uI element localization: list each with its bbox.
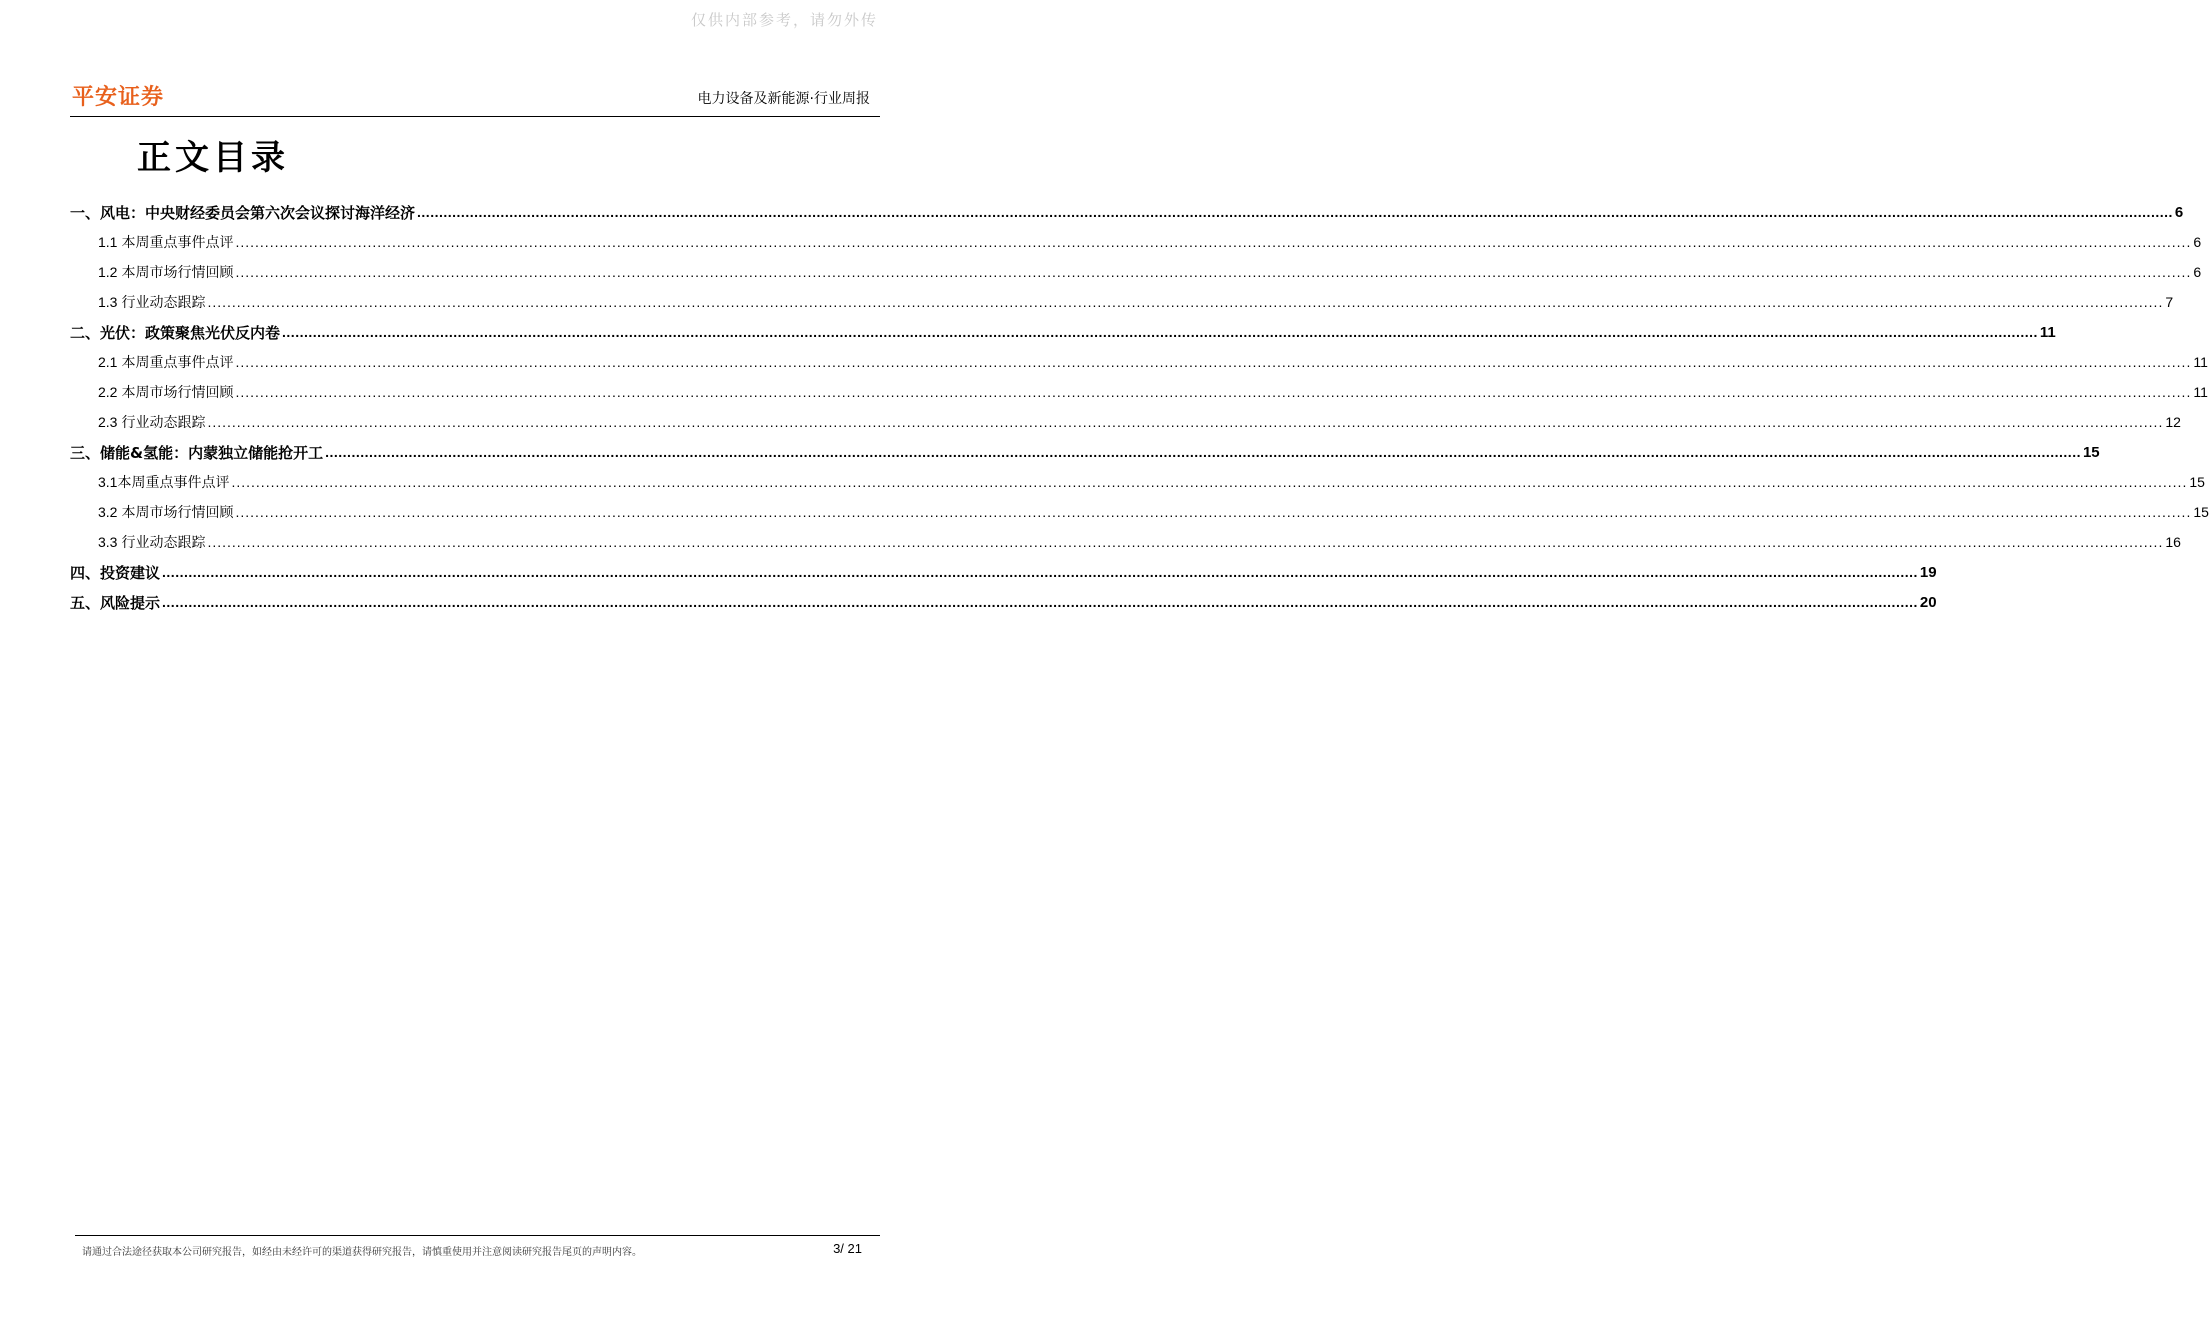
toc-entry-title: 本周市场行情回顾 [121,505,234,521]
toc-leader-dots: ................................................................................................................................................................................................................................................................................................................................................................................................................ [235,264,2192,280]
toc-entry-page: 15 [2189,474,2205,490]
toc-leader-dots: ................................................................................................................................................................................................................................................................................................................................................................................................................ [207,414,2164,430]
toc-chapter-entry[interactable] [70,557,1937,587]
toc-section-entry[interactable] [70,227,2202,257]
toc-entry-page: 7 [2165,294,2174,310]
toc-entry-page: 16 [2165,534,2181,550]
toc-entry-number: 1.1 [98,234,118,250]
toc-leader-dots: ................................................................................................................................................................................................................................................................................................................................................................................................................ [325,444,2081,460]
toc-entry-number: 2.2 [98,384,118,400]
toc-entry-number: 1.2 [98,264,118,280]
toc-entry-page: 11 [2039,323,2056,341]
toc-chapter-entry[interactable] [70,197,2184,227]
toc-entry-title: 投资建议 [100,563,161,582]
toc-entry-title: 本周市场行情回顾 [121,265,234,281]
toc-leader-dots: ................................................................................................................................................................................................................................................................................................................................................................................................................ [162,564,1918,580]
toc-leader-dots: ................................................................................................................................................................................................................................................................................................................................................................................................................ [235,234,2192,250]
toc-entry-page: 15 [2193,504,2209,520]
toc-entry-number: 3.3 [98,534,118,550]
toc-entry-number: 三、 [70,443,101,462]
toc-entry-page: 15 [2082,443,2100,461]
report-type-label: 电力设备及新能源·行业周报 [697,91,870,107]
table-of-contents [70,197,2209,617]
toc-chapter-entry[interactable] [70,317,2056,347]
footer-disclaimer: 请通过合法途径获取本公司研究报告，如经由未经许可的渠道获得研究报告，请慎重使用并注意阅读研究报告尾页的声明内容。 [82,1247,642,1258]
toc-chapter-entry[interactable] [70,437,2100,467]
toc-entry-title: 储能&氢能：内蒙独立储能抢开工 [100,443,324,462]
toc-section-entry[interactable] [70,347,2208,377]
toc-title: 正文目录 [137,138,289,178]
toc-entry-title: 行业动态跟踪 [121,535,206,551]
page-number: 3/ 21 [833,1241,862,1256]
toc-leader-dots: ................................................................................................................................................................................................................................................................................................................................................................................................................ [417,204,2173,220]
watermark-text: 仅供内部参考，请勿外传 [690,11,878,29]
toc-leader-dots: ................................................................................................................................................................................................................................................................................................................................................................................................................ [235,504,2192,520]
company-logo: 平安证券 [72,85,165,110]
toc-leader-dots: ................................................................................................................................................................................................................................................................................................................................................................................................................ [235,384,2192,400]
toc-leader-dots: ................................................................................................................................................................................................................................................................................................................................................................................................................ [282,324,2038,340]
toc-entry-number: 二、 [70,323,101,342]
toc-section-entry[interactable] [70,257,2202,287]
toc-entry-page: 19 [1919,563,1937,581]
toc-entry-number: 3.1 [98,474,118,490]
toc-entry-title: 风电：中央财经委员会第六次会议探讨海洋经济 [100,203,416,222]
toc-entry-page: 6 [2193,234,2202,250]
toc-leader-dots: ................................................................................................................................................................................................................................................................................................................................................................................................................ [235,354,2192,370]
toc-entry-number: 3.2 [98,504,118,520]
toc-section-entry[interactable] [70,377,2208,407]
toc-entry-number: 1.3 [98,294,118,310]
toc-section-entry[interactable] [70,407,2181,437]
toc-entry-title: 本周重点事件点评 [117,475,230,491]
toc-entry-page: 11 [2193,354,2208,370]
toc-leader-dots: ................................................................................................................................................................................................................................................................................................................................................................................................................ [207,534,2164,550]
toc-section-entry[interactable] [70,467,2205,497]
toc-entry-title: 光伏：政策聚焦光伏反内卷 [100,323,281,342]
toc-entry-number: 2.3 [98,414,118,430]
toc-leader-dots: ................................................................................................................................................................................................................................................................................................................................................................................................................ [231,474,2188,490]
toc-section-entry[interactable] [70,287,2174,317]
toc-entry-page: 12 [2165,414,2181,430]
toc-section-entry[interactable] [70,497,2209,527]
toc-entry-page: 11 [2193,384,2208,400]
toc-entry-page: 20 [1919,593,1937,611]
toc-entry-page: 6 [2174,203,2184,221]
toc-leader-dots: ................................................................................................................................................................................................................................................................................................................................................................................................................ [207,294,2164,310]
toc-leader-dots: ................................................................................................................................................................................................................................................................................................................................................................................................................ [162,594,1918,610]
toc-entry-number: 一、 [70,203,101,222]
toc-chapter-entry[interactable] [70,587,1937,617]
toc-entry-title: 本周市场行情回顾 [121,385,234,401]
toc-entry-title: 本周重点事件点评 [121,235,234,251]
toc-entry-title: 本周重点事件点评 [121,355,234,371]
toc-entry-page: 6 [2193,264,2202,280]
toc-entry-number: 五、 [70,593,101,612]
page-header [70,80,880,117]
toc-entry-title: 行业动态跟踪 [121,415,206,431]
toc-entry-number: 四、 [70,563,101,582]
toc-entry-title: 行业动态跟踪 [121,295,206,311]
toc-entry-title: 风险提示 [100,593,161,612]
footer-divider [75,1235,880,1236]
toc-section-entry[interactable] [70,527,2181,557]
toc-entry-number: 2.1 [98,354,118,370]
